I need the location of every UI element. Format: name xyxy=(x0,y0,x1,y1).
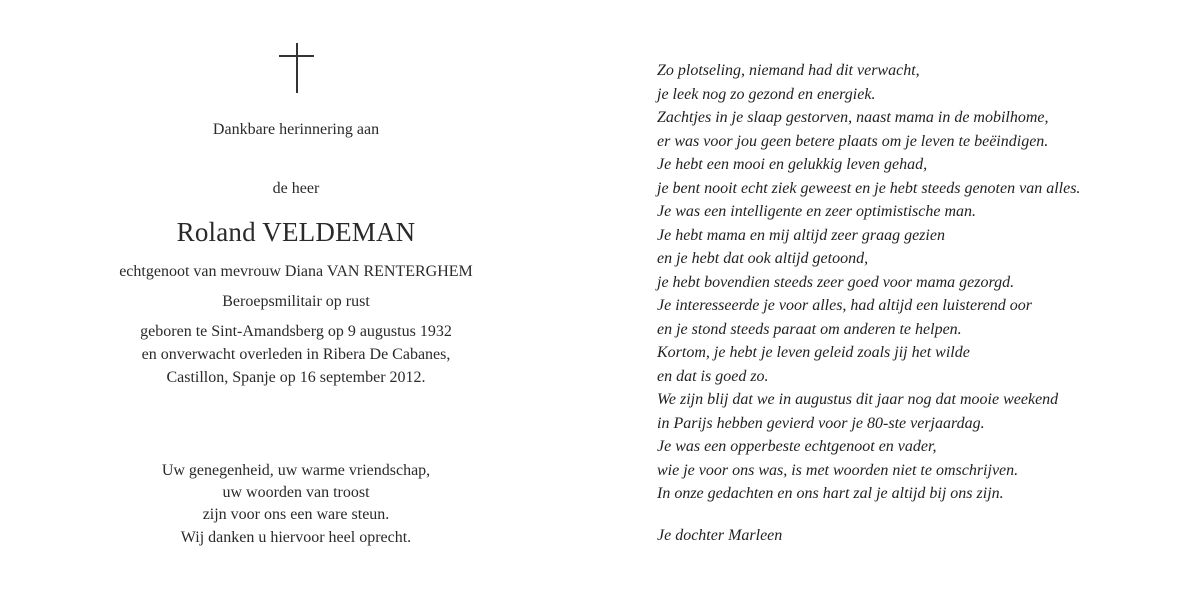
poem-line: Je hebt mama en mij altijd zeer graag gezien xyxy=(657,226,945,244)
poem-line: je hebt bovendien steeds zeer goed voor mama gezorgd. xyxy=(657,273,1015,291)
poem-line: Zachtjes in je slaap gestorven, naast mama in de mobilhome, xyxy=(657,109,1049,126)
spouse-line: echtgenoot van mevrouw Diana VAN RENTERGHEM xyxy=(119,263,473,280)
poem-line: en je hebt dat ook altijd getoond, xyxy=(657,250,869,267)
poem-line: er was voor jou geen betere plaats om je leven te beëindigen. xyxy=(657,132,1049,150)
poem-block xyxy=(657,59,1177,506)
poem-line: We zijn blij dat we in augustus dit jaar nog dat mooie weekend xyxy=(657,391,1059,408)
poem-line: je leek nog zo gezond en energiek. xyxy=(657,85,876,103)
honorific: de heer xyxy=(272,180,320,197)
death-line: en onverwacht overleden in Ribera De Cabanes, xyxy=(141,346,451,363)
poem-line: Je was een opperbeste echtgenoot en vader, xyxy=(657,438,937,455)
death-place-line: Castillon, Spanje op 16 september 2012. xyxy=(166,369,426,386)
poem-line: wie je voor ons was, is met woorden niet te omschrijven. xyxy=(657,461,1019,479)
signature: Je dochter Marleen xyxy=(657,527,783,544)
poem-line: Kortom, je hebt je leven geleid zoals jij het wilde xyxy=(657,344,970,361)
deceased-name: Roland VELDEMAN xyxy=(176,217,416,247)
poem-line: Zo plotseling, niemand had dit verwacht, xyxy=(657,62,920,79)
poem-line: Je interesseerde je voor alles, had altijd een luisterend oor xyxy=(657,297,1033,314)
poem-line: je bent nooit echt ziek geweest en je hebt steeds genoten van alles. xyxy=(657,179,1081,197)
cross-horizontal xyxy=(279,55,314,57)
poem-line: en dat is goed zo. xyxy=(657,367,769,385)
thanks-line: Wij danken u hiervoor heel oprecht. xyxy=(180,529,412,546)
thanks-line: zijn voor ons een ware steun. xyxy=(202,506,390,523)
thanks-block xyxy=(0,460,592,550)
profession-line: Beroepsmilitair op rust xyxy=(222,293,370,310)
cross-icon xyxy=(279,43,314,93)
poem-line: in Parijs hebben gevierd voor je 80-ste verjaardag. xyxy=(657,414,985,432)
poem-line: Je was een intelligente en zeer optimistische man. xyxy=(657,203,977,220)
thanks-line: uw woorden van troost xyxy=(222,484,370,501)
thanks-line: Uw genegenheid, uw warme vriendschap, xyxy=(161,462,431,479)
remembrance-heading: Dankbare herinnering aan xyxy=(212,121,380,138)
birth-line: geboren te Sint-Amandsberg op 9 augustus 1932 xyxy=(140,323,452,340)
left-panel xyxy=(0,0,596,598)
poem-line: In onze gedachten en ons hart zal je altijd bij ons zijn. xyxy=(657,485,1004,502)
cross-vertical xyxy=(296,43,298,93)
poem-line: en je stond steeds paraat om anderen te helpen. xyxy=(657,320,962,338)
poem-line: Je hebt een mooi en gelukkig leven gehad, xyxy=(657,156,928,173)
